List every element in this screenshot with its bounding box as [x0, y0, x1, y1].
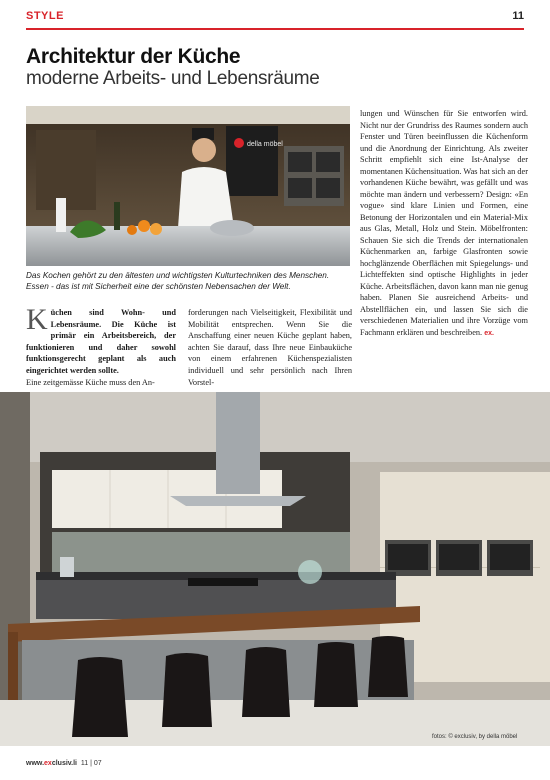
footer	[26, 760, 102, 767]
lead-text: üchen sind Wohn- und Lebensräume. Die Küche ist primär ein Arbeitsbereich, der funktionieren und daher sowohl funktionsgerecht geplant als auch eingerichtet werden sollte.	[26, 308, 176, 375]
right-column-body: lungen und Wünschen für Sie entworfen wird. Nicht nur der Grundriss des Raumes sondern auch Fenster und Türen beeinflussen die Küchenform und die Anordnung der Einrichtung. Als zweiter Schritt empfiehlt sich eine Ist-Analyse der momentanen Küchensituation. Was hat sich an der vorhandenen Küche bewährt, was gefällt und was möchte man ändern und verbessern? Design: «En vogue» sind klare Linien und Formen, eine Betonung der Horizontalen und ein Material-Mix aus Glas, Metall, Holz und Stein. Möbelfronten: Schauen Sie sich die Trends der internationalen Küchenmarken an, farbige Glasfronten sowie hochglänzende Oberflächen mit Spiegelungs- und Lichteffekten sind optische Highlights in jeder Küche. Arbeitsflächen, davon kann man nie genug haben. Planen Sie ausreichend Arbeits- und Abstellflächen ein, und lassen Sie sich die verschiedenen Materialien und ihre Vorzüge vom Fachmann erklären und beschreiben.	[360, 109, 528, 337]
header-rule	[26, 28, 524, 30]
photo-caption: Das Kochen gehört zu den ältesten und wichtigsten Kulturtechniken des Menschen. Essen - das ist mit Sicherheit eine der schönsten Nebensachen der Welt.	[26, 271, 330, 291]
kitchen-photo	[0, 392, 550, 746]
article-subtitle: moderne Arbeits- und Lebensräume	[26, 68, 320, 89]
chef-photo	[26, 106, 350, 266]
della-sign: della möbel	[247, 141, 283, 148]
end-mark: ex.	[484, 329, 494, 337]
section-label: STYLE	[26, 10, 64, 22]
right-column-text	[360, 108, 528, 339]
middle-column-text: forderungen nach Vielseitigkeit, Flexibilität und Mobilität entsprechen. Wenn Sie die Anschaffung einer neuen Küche geplant haben, achten Sie darauf, dass Ihre neue Einbauküche von einem erfahrenen Küchenspezialisten individuell und sehr persönlich nach Ihren Vorstel-	[188, 308, 352, 387]
article-title: Architektur der Küche	[26, 45, 241, 68]
footer-issue: 11 | 07	[80, 760, 102, 767]
drop-cap: K	[26, 303, 48, 336]
footer-url-pre: www.	[26, 760, 45, 767]
left-column-text: Eine zeitgemässe Küche muss den An-	[26, 378, 155, 387]
photo-credit: fotos: © exclusiv, by della möbel	[432, 734, 518, 740]
page-number: 11	[512, 10, 524, 22]
footer-url-accent: ex	[44, 760, 52, 767]
footer-url-post: clusiv.li	[51, 760, 77, 767]
lead-paragraph	[26, 303, 176, 377]
